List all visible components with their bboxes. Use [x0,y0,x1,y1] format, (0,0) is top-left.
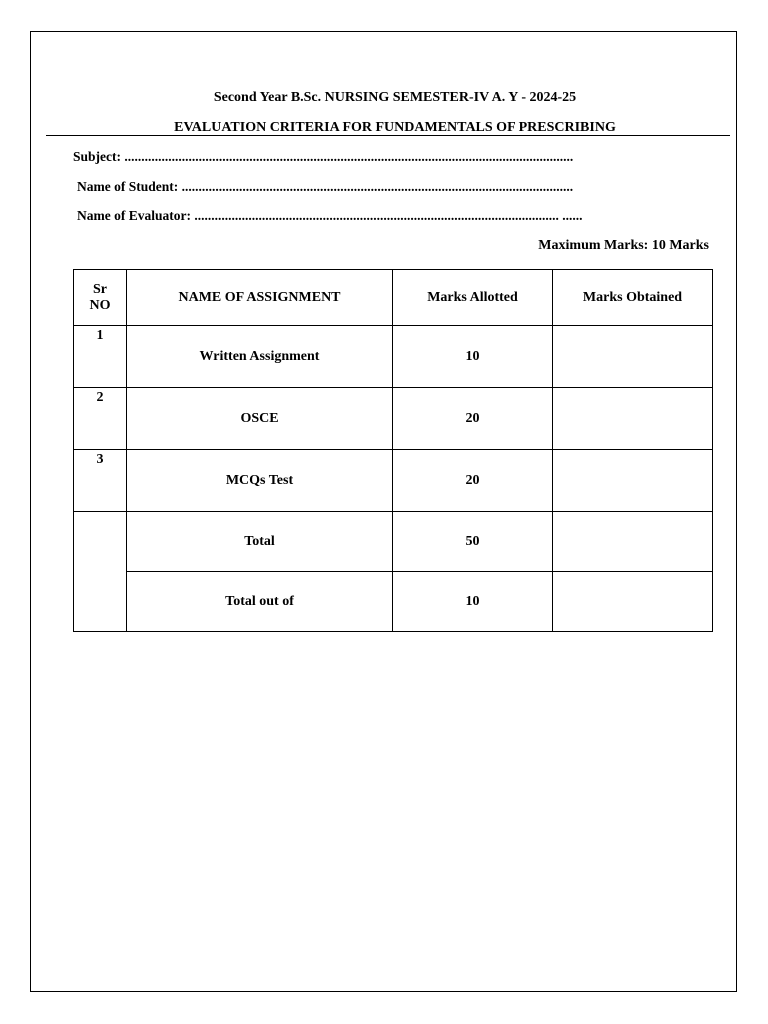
header-sr-no [74,270,127,326]
table-row [74,450,713,512]
total-out-of-allotted: 10 [393,572,553,632]
subject-field: Subject: ..................................................................................................................................... [73,149,574,164]
header-assignment: NAME OF ASSIGNMENT [127,270,393,326]
header-marks-obtained: Marks Obtained [553,270,713,326]
total-obtained[interactable] [553,512,713,572]
row-obtained[interactable] [553,388,713,450]
row-assignment: OSCE [127,388,393,450]
row-obtained[interactable] [553,326,713,388]
evaluator-name-field: Name of Evaluator: ............................................................................................................ ...... [77,208,583,223]
header-marks-allotted: Marks Allotted [393,270,553,326]
total-out-of-label: Total out of [127,572,393,632]
header-no-label: NO [89,297,111,313]
row-assignment: Written Assignment [127,326,393,388]
row-sr: 2 [74,388,127,450]
row-allotted: 20 [393,388,553,450]
row-allotted: 10 [393,326,553,388]
total-allotted: 50 [393,512,553,572]
total-out-of-row [74,572,713,632]
maximum-marks: Maximum Marks: 10 Marks [538,238,709,253]
table-row [74,388,713,450]
student-name-field: Name of Student: .................................................................................................................... [77,179,574,194]
row-sr: 3 [74,450,127,512]
title-underline [46,135,730,136]
row-obtained[interactable] [553,450,713,512]
row-sr: 1 [74,326,127,388]
row-assignment: MCQs Test [127,450,393,512]
evaluation-table [73,269,713,632]
header-sr-label: Sr [93,281,107,297]
total-out-of-obtained[interactable] [553,572,713,632]
total-row [74,512,713,572]
table-header-row [74,270,713,326]
semester-heading: Second Year B.Sc. NURSING SEMESTER-IV A. Y - 2024-25 [213,90,577,105]
evaluation-title: EVALUATION CRITERIA FOR FUNDAMENTALS OF PRESCRIBING [174,120,616,135]
total-label: Total [127,512,393,572]
total-sr-blank [74,512,127,632]
table-row [74,326,713,388]
row-allotted: 20 [393,450,553,512]
